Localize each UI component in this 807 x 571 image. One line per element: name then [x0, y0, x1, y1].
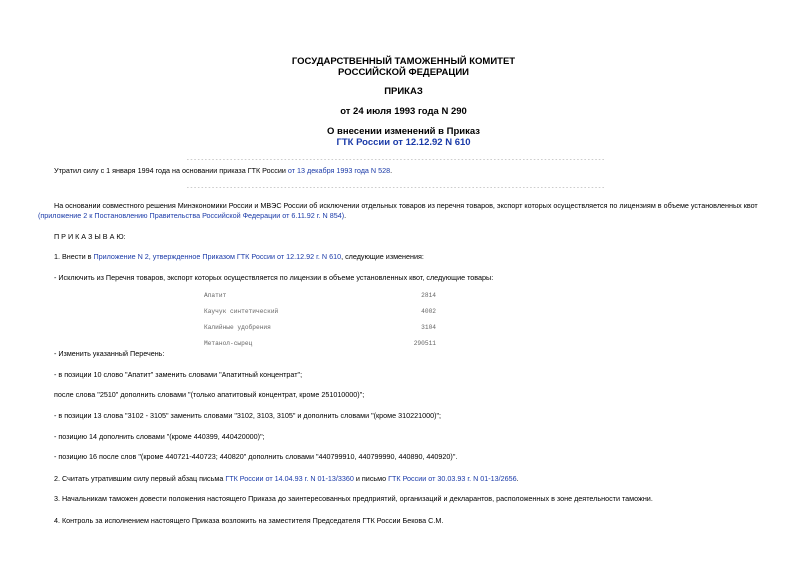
change-line: после слова "2510" дополнить словами "(только апатитовый концентрат, кроме 251010000)"; — [54, 390, 365, 399]
doc-subject: О внесении изменений в Приказ — [327, 126, 480, 137]
goods-name: Метанол-сырец — [204, 340, 253, 347]
item-2-mid: и письмо — [353, 474, 389, 483]
doc-type: ПРИКАЗ — [384, 86, 423, 97]
item-1-link[interactable]: Приложение N 2, утвержденное Приказом ГТК России от 12.12.92 г. N 610 — [93, 252, 342, 261]
repeal-notice-text: Утратил силу с 1 января 1994 года на основании приказа ГТК России — [54, 166, 288, 175]
item-2-link-1[interactable]: ГТК России от 14.04.93 г. N 01-13/3360 — [225, 474, 354, 483]
preamble-tail: . — [344, 211, 347, 220]
separator-bottom: -------------------------------------------------------------------------------------------------------------------- — [186, 184, 606, 191]
item-1-post: , следующие изменения: — [341, 252, 424, 261]
item-1 — [54, 252, 424, 262]
doc-subject-link-line — [0, 137, 807, 149]
item-3: 3. Начальникам таможен довести положения настоящего Приказа до заинтересованных предприятий, организаций и декларантов, расположенных в зоне деятельности таможни. — [54, 494, 653, 503]
order-word: П Р И К А З Ы В А Ю: — [54, 232, 126, 241]
goods-code: 3104 — [421, 324, 436, 331]
goods-code: 4002 — [421, 308, 436, 315]
item-2 — [54, 474, 519, 484]
doc-date-number: от 24 июля 1993 года N 290 — [340, 106, 467, 117]
goods-name: Апатит — [204, 292, 227, 299]
goods-name: Калийные удобрения — [204, 324, 271, 331]
goods-code: 2814 — [421, 292, 436, 299]
change-line: - в позиции 10 слово "Апатит" заменить словами "Апатитный концентрат"; — [54, 370, 303, 379]
goods-code: 290511 — [413, 340, 436, 347]
preamble-line2 — [38, 211, 346, 221]
item-2-pre: 2. Считать утратившим силу первый абзац письма — [54, 474, 226, 483]
item-2-link-2[interactable]: ГТК России от 30.03.93 г. N 01-13/2656 — [388, 474, 517, 483]
repeal-notice-link[interactable]: от 13 декабря 1993 года N 528 — [287, 166, 391, 175]
goods-name: Каучук синтетический — [204, 308, 279, 315]
org-name-line2: РОССИЙСКОЙ ФЕДЕРАЦИИ — [337, 67, 469, 78]
change-line: - Изменить указанный Перечень: — [54, 349, 165, 358]
item-1-pre: 1. Внести в — [54, 252, 94, 261]
subject-link[interactable]: ГТК России от 12.12.92 N 610 — [336, 137, 471, 148]
change-line: - позицию 16 после слов "(кроме 440721-440723; 440820" дополнить словами "440799910, 440799990, 440890, 440920)". — [54, 452, 458, 461]
repeal-notice — [54, 166, 392, 176]
org-name-line1: ГОСУДАРСТВЕННЫЙ ТАМОЖЕННЫЙ КОМИТЕТ — [291, 56, 516, 67]
repeal-notice-tail: . — [390, 166, 393, 175]
item-4: 4. Контроль за исполнением настоящего Приказа возложить на заместителя Председателя ГТК России Бекова С.М. — [54, 516, 444, 525]
exclude-text: - Исключить из Перечня товаров, экспорт которых осуществляется по лицензии в объеме установленных квот, следующие товары: — [54, 273, 494, 282]
change-line: - в позиции 13 слова "3102 - 3105" заменить словами "3102, 3103, 3105" и дополнить словами "(кроме 310221000)"; — [54, 411, 442, 420]
item-2-post: . — [516, 474, 519, 483]
change-line: - позицию 14 дополнить словами "(кроме 440399, 440420000)"; — [54, 432, 265, 441]
preamble-line1: На основании совместного решения Минэкономики России и МВЭС России об исключении отдельных товаров из перечня товаров, экспорт которых осуществляется по лицензиям в объеме установленных квот — [54, 201, 758, 210]
preamble-link[interactable]: (приложение 2 к Постановлению Правительства Российской Федерации от 6.11.92 г. N 854) — [38, 211, 345, 220]
separator-top: -------------------------------------------------------------------------------------------------------------------- — [186, 156, 606, 163]
